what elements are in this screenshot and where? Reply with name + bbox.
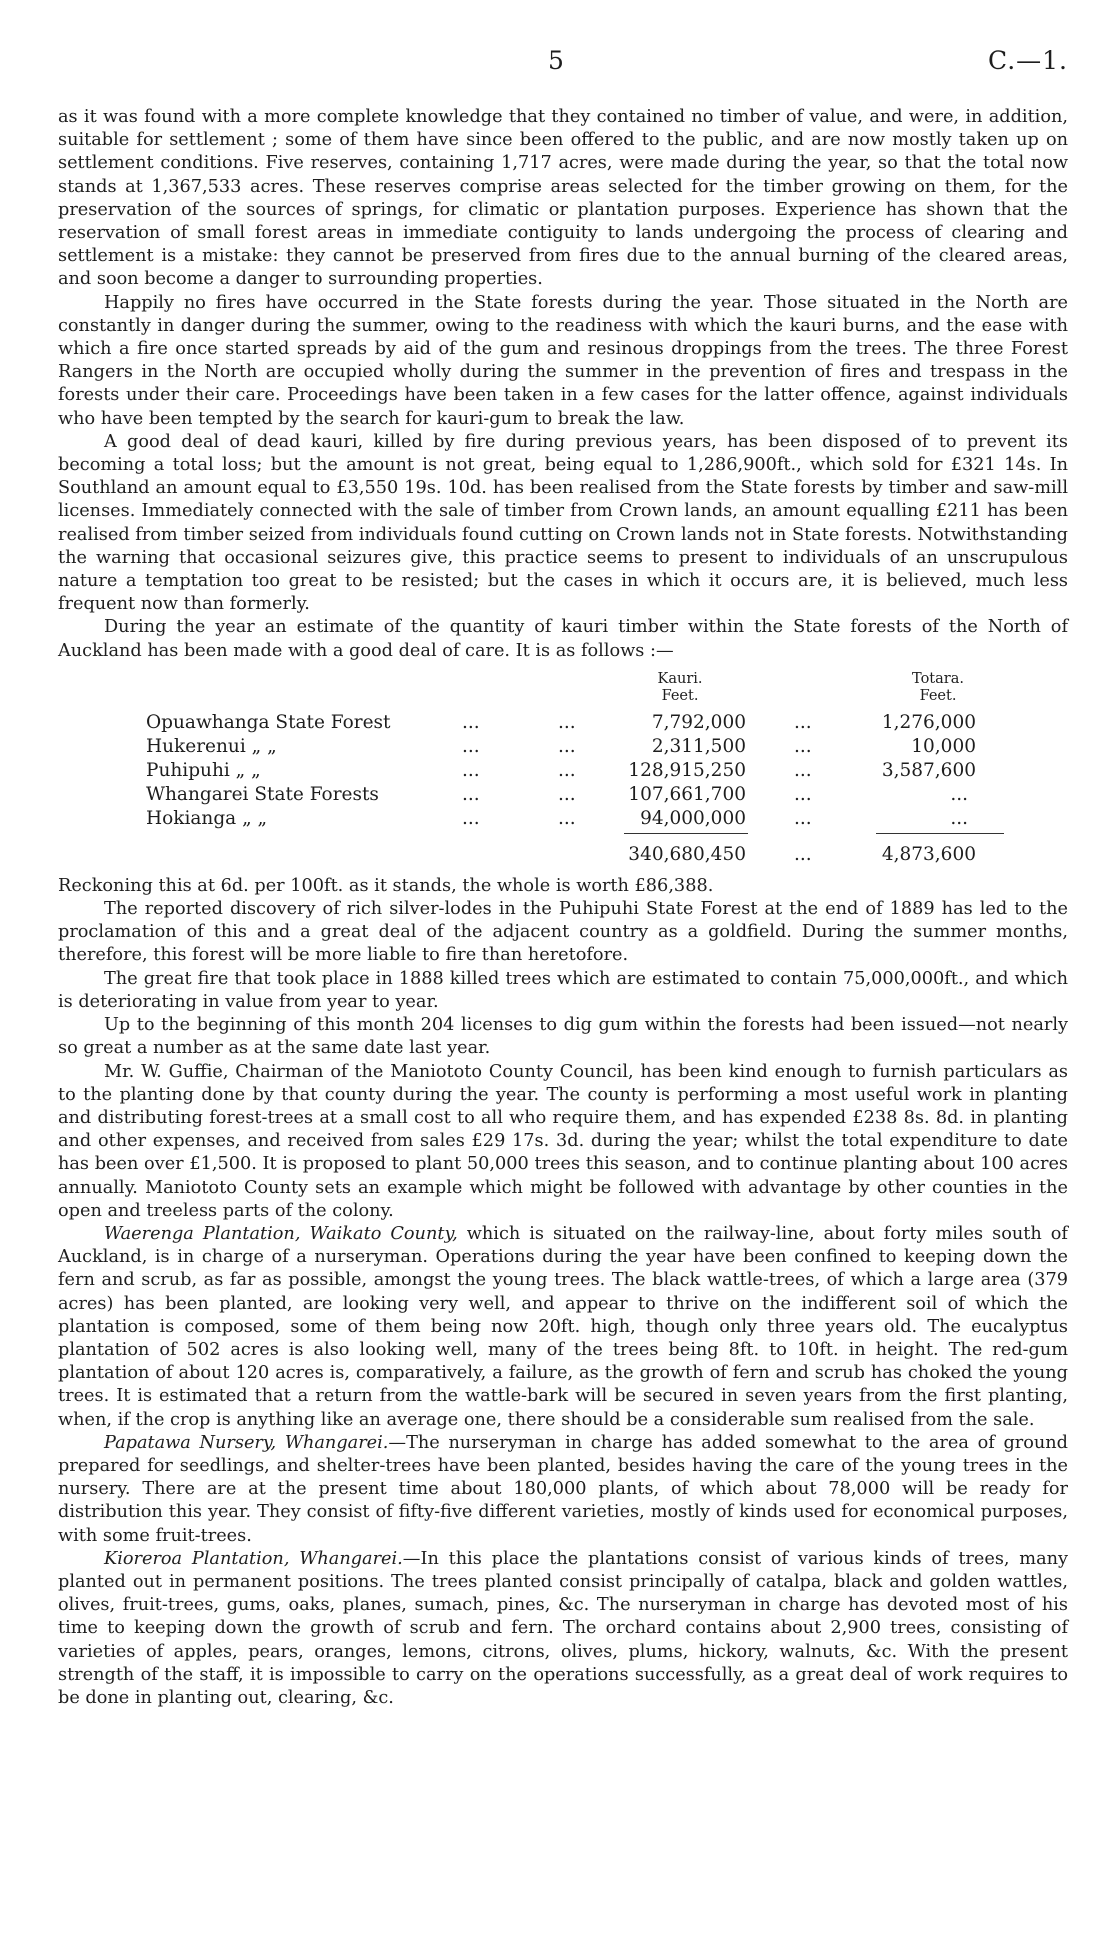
sum-rule (876, 833, 1004, 834)
leader-dots: ... (794, 807, 812, 829)
column-header-totara (876, 671, 1000, 705)
paragraph-text: which is situated on the railway-line, about forty miles south of Auckland, is in charge of a nurseryman. Operations during the year have been confined to keeping down the fern and scrub, as far as possible, amongst the young trees. The black wattle-trees, of which a large area (379 acres) has been planted, are looking very well, and appear to thrive on the indifferent soil of which the plantation is composed, some of them being now 20ft. high, though only three years old. The eucalyptus plantation of 502 acres is also looking well, many of the trees being 8ft. to 10ft. in height. The red-gum plantation of about 120 acres is, comparatively, a failure, as the growth of fern and scrub has choked the young trees. It is estimated that a return from the wattle-bark will be secured in seven years from the first planting, when, if the crop is anything like an average one, there should be a considerable sum realised from the sale. (58, 1223, 1068, 1430)
leader-dots: ... (794, 759, 812, 781)
kauri-value: 7,792,000 (651, 711, 746, 733)
section-title: Kioreroa Plantation, Whangarei. (104, 1548, 403, 1569)
leader-dots: ... (794, 783, 812, 805)
totara-value: 3,587,600 (881, 759, 976, 781)
section-title: Papatawa Nursery, Whangarei. (104, 1432, 389, 1453)
table-header (58, 671, 1068, 711)
table-row (58, 711, 1068, 735)
leader-dots: ... (558, 759, 576, 781)
leader-dots: ... (794, 711, 812, 733)
paragraph-text: —The nurseryman in charge has added somewhat to the area of ground prepared for seedlings, and shelter-trees have been planted, besides having the care of the young trees in the nursery. There are at the present time about 180,000 plants, of which about 78,000 will be ready for distribution this year. They consist of fifty-five different varieties, mostly of kinds used for economical purposes, with some fruit-trees. (58, 1432, 1069, 1546)
forest-name: Opuawhanga State Forest (146, 711, 391, 733)
totara-value: 10,000 (911, 735, 976, 757)
totara-value: 1,276,000 (881, 711, 976, 733)
section-title: Waerenga Plantation, Waikato County, (104, 1223, 458, 1244)
totara-value: ... (950, 783, 968, 805)
forest-name: Hukerenui „ „ (146, 735, 277, 757)
leader-dots: ... (558, 783, 576, 805)
forest-name: Whangarei State Forests (146, 783, 379, 805)
table-row (58, 807, 1068, 831)
leader-dots: ... (558, 711, 576, 733)
kauri-value: 94,000,000 (640, 807, 746, 829)
paragraph (58, 1223, 1068, 1432)
table-total-row (58, 831, 1068, 869)
paragraph: Up to the beginning of this month 204 licenses to dig gum within the forests had been issued—not nearly so great a number as at the same date last year. (58, 1015, 1068, 1059)
leader-dots: ... (794, 735, 812, 757)
sum-rule (624, 833, 748, 834)
column-unit-totara: Feet. (919, 687, 957, 704)
leader-dots: ... (558, 807, 576, 829)
column-title-kauri: Kauri. (657, 670, 703, 687)
kauri-value: 107,661,700 (628, 783, 746, 805)
paragraph (58, 1432, 1068, 1548)
leader-dots: ... (462, 783, 480, 805)
table-row (58, 735, 1068, 759)
leader-dots: ... (462, 759, 480, 781)
table-row (58, 783, 1068, 807)
kauri-total: 340,680,450 (628, 843, 746, 865)
leader-dots: ... (462, 807, 480, 829)
paragraph: as it was found with a more complete knowledge that they contained no timber of value, and were, in addition, suitable for settlement ; some of them have since been offered to the public, and are now mostly taken up on settlement conditions. Five reserves, containing 1,717 acres, were made during the year, so that the total now stands at 1,367,533 acres. These reserves comprise areas selected for the timber growing on them, for the preservation of the sources of springs, for climatic or plantation purposes. Experience has shown that the reservation of small forest areas in immediate contiguity to lands undergoing the process of clearing and settlement is a mistake: they cannot be preserved from fires due to the annual burning of the cleared areas, and soon become a danger to surrounding properties. (58, 107, 1068, 290)
column-title-totara: Totara. (912, 670, 964, 687)
paragraph-text: —In this place the plantations consist of various kinds of trees, many planted out in permanent positions. The trees planted consist principally of catalpa, black and golden wattles, olives, fruit-trees, gums, oaks, planes, sumach, pines, &c. The nurseryman in charge has devoted most of his time to keeping down the growth of scrub and fern. The orchard contains about 2,900 trees, consisting of varieties of apples, pears, oranges, lemons, citrons, olives, plums, hickory, walnuts, &c. With the present strength of the staff, it is impossible to carry on the operations successfully, as a great deal of work requires to be done in planting out, clearing, &c. (58, 1548, 1068, 1708)
body-text (58, 106, 1068, 1710)
kauri-value: 128,915,250 (628, 759, 746, 781)
paragraph: The great fire that took place in 1888 killed trees which are estimated to contain 75,000,000ft., and which is deteriorating in value from year to year. (58, 968, 1068, 1012)
paragraph: The reported discovery of rich silver-lodes in the Puhipuhi State Forest at the end of 1889 has led to the proclamation of this and a great deal of the adjacent country as a goldfield. During the summer months, therefore, this forest will be more liable to fire than heretofore. (58, 899, 1068, 966)
paragraph: Mr. W. Guffie, Chairman of the Maniototo County Council, has been kind enough to furnish particulars as to the planting done by that county during the year. The county is performing a most useful work in planting and distributing forest-trees at a small cost to all who require them, and has expended £238 8s. 8d. in planting and other expenses, and received from sales £29 17s. 3d. during the year; whilst the total expenditure to date has been over £1,500. It is proposed to plant 50,000 trees this season, and to continue planting about 100 acres annually. Maniototo County sets an example which might be followed with advantage by other counties in the open and treeless parts of the colony. (58, 1061, 1068, 1221)
page-number: 5 (548, 46, 564, 75)
table-row (58, 759, 1068, 783)
paragraph: Reckoning this at 6d. per 100ft. as it stands, the whole is worth £86,388. (58, 875, 714, 896)
totara-total: 4,873,600 (881, 843, 976, 865)
document-reference: C.—1. (987, 46, 1068, 75)
forest-name: Puhipuhi „ „ (146, 759, 261, 781)
forest-name: Hokianga „ „ (146, 807, 268, 829)
leader-dots: ... (462, 735, 480, 757)
kauri-value: 2,311,500 (651, 735, 746, 757)
column-unit-kauri: Feet. (661, 687, 699, 704)
paragraph (58, 1548, 1068, 1710)
column-header-kauri (618, 671, 742, 705)
page-header (0, 40, 1114, 80)
paragraph: A good deal of dead kauri, killed by fire during previous years, has been disposed of to prevent its becoming a total loss; but the amount is not great, being equal to 1,286,900ft., which sold for £321 14s. In Southland an amount equal to £3,550 19s. 10d. has been realised from the State forests by timber and saw-mill licenses. Immediately connected with the sale of timber from Crown lands, an amount equalling £211 has been realised from timber seized from individuals found cutting on Crown lands not in State forests. Notwithstanding the warning that occasional seizures give, this practice seems to present to individuals of an unscrupulous nature a temptation too great to be resisted; but the cases in which it occurs are, it is believed, much less frequent now than formerly. (58, 431, 1068, 615)
kauri-estimate-table (58, 671, 1068, 869)
paragraph: Happily no fires have occurred in the State forests during the year. Those situated in the North are constantly in danger during the summer, owing to the readiness with which the kauri burns, and the ease with which a fire once started spreads by aid of the gum and resinous droppings from the trees. The three Forest Rangers in the North are occupied wholly during the summer in the prevention of fires and trespass in the forests under their care. Proceedings have been taken in a few cases for the latter offence, against individuals who have been tempted by the search for kauri-gum to break the law. (58, 292, 1068, 429)
leader-dots: ... (558, 735, 576, 757)
leader-dots: ... (462, 711, 480, 733)
totara-value: ... (950, 807, 968, 829)
leader-dots: ... (794, 843, 812, 865)
paragraph: During the year an estimate of the quantity of kauri timber within the State forests of the North of Auckland has been made with a good deal of care. It is as follows :— (58, 617, 1068, 661)
